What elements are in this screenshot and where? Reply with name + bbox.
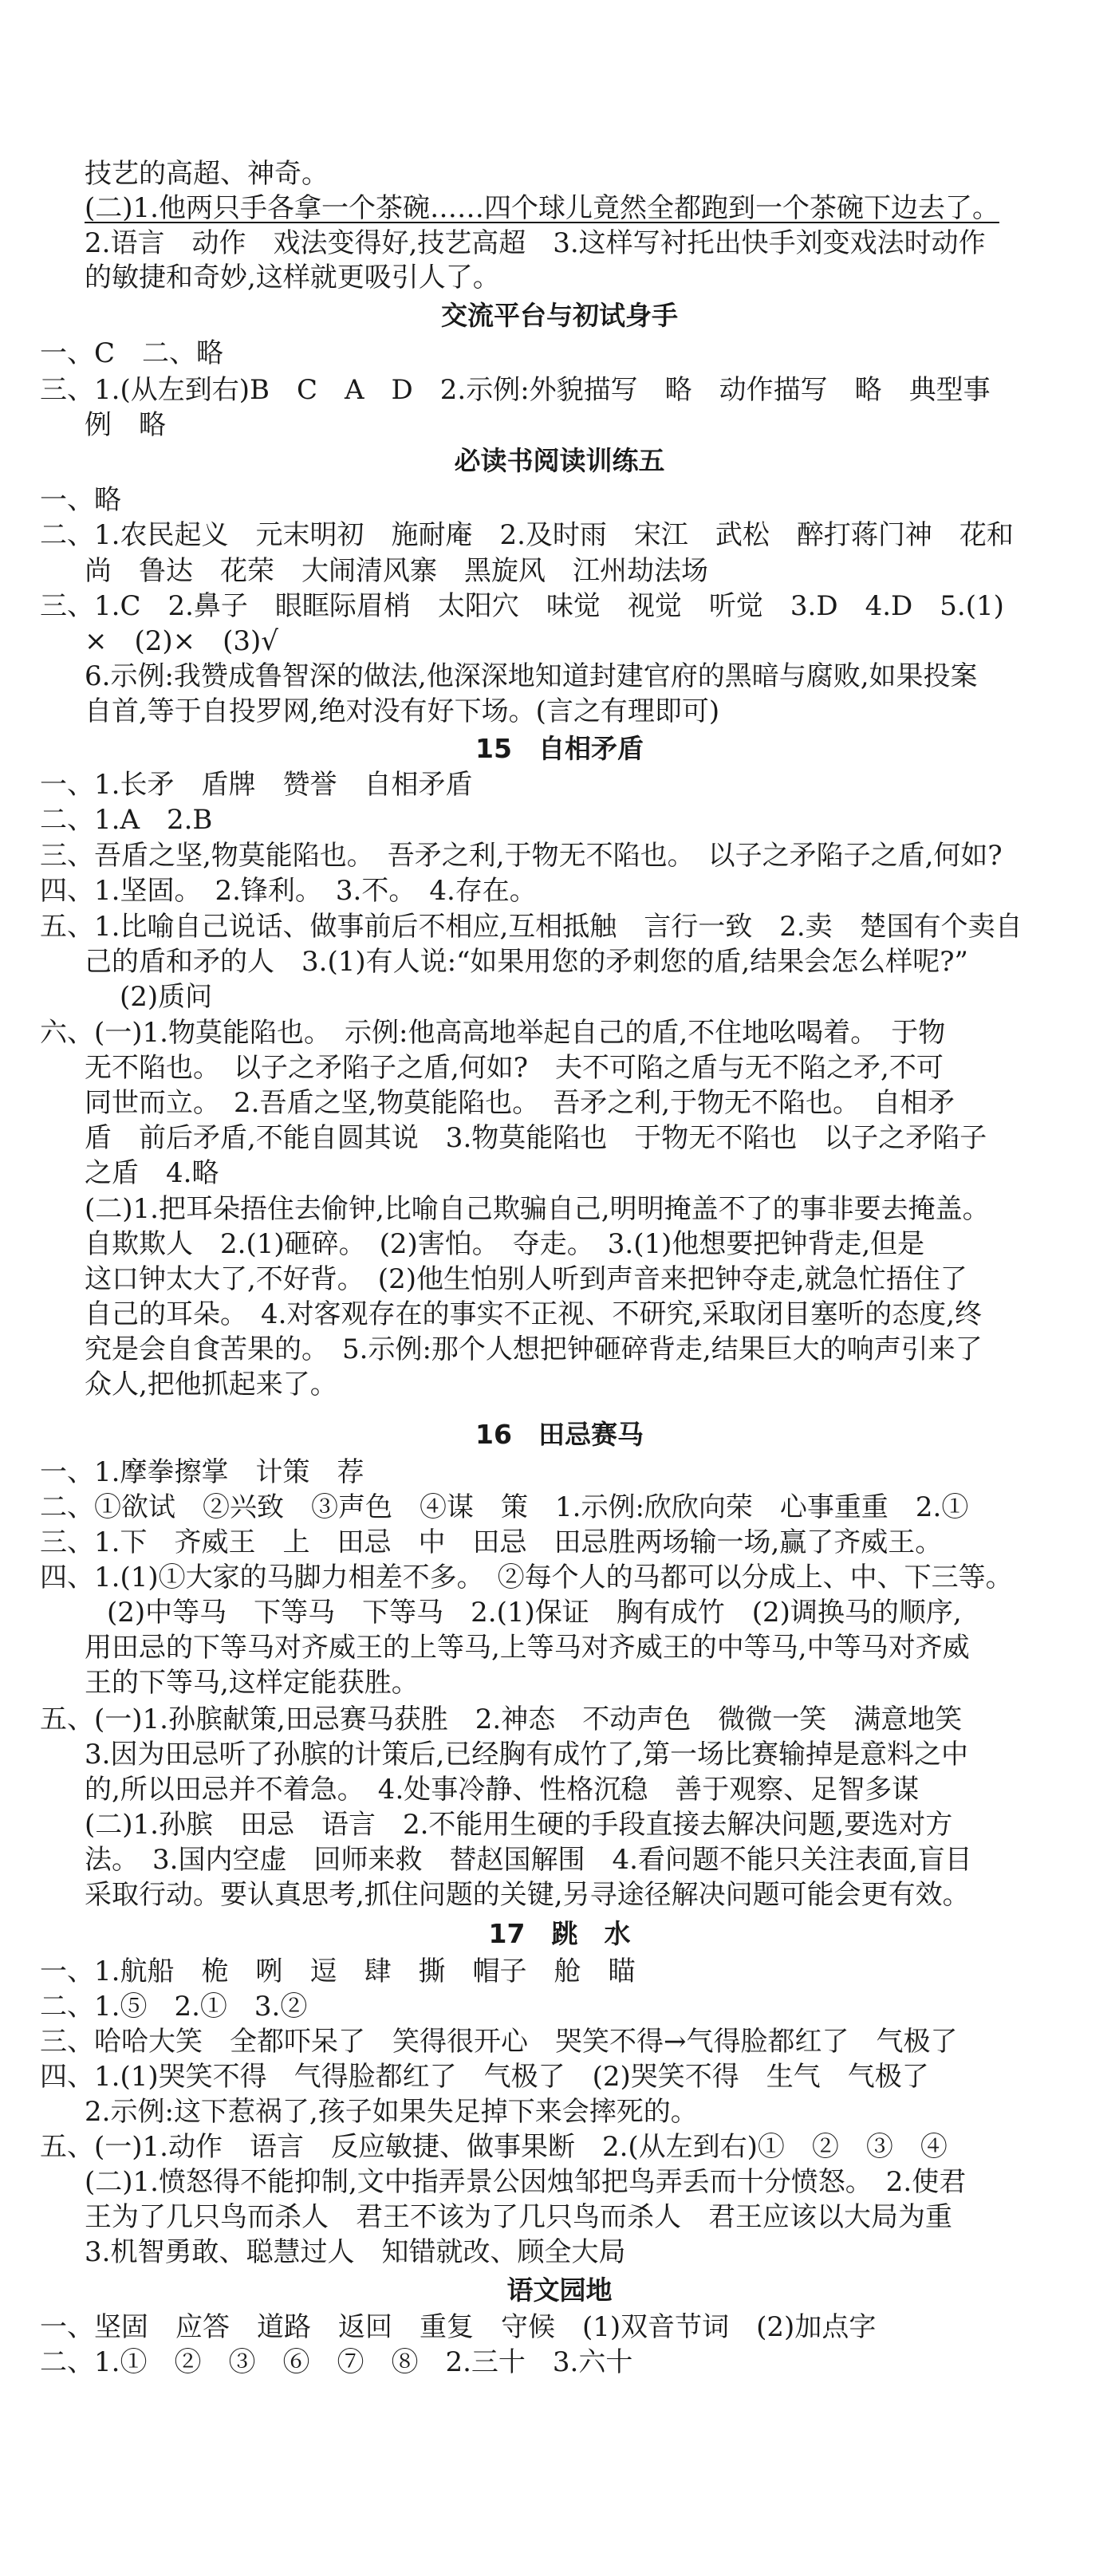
text-line: 五、1.比喻自己说话、做事前后不相应,互相抵触 言行一致 2.卖 楚国有个卖自	[40, 911, 1022, 943]
text-line: 一、1.长矛 盾牌 赞誉 自相矛盾	[40, 769, 473, 801]
text-line: 三、哈哈大笑 全都吓呆了 笑得很开心 哭笑不得→气得脸都红了 气极了	[40, 2026, 958, 2058]
text-line: (二)1.把耳朵捂住去偷钟,比喻自己欺骗自己,明明掩盖不了的事非要去掩盖。	[85, 1193, 990, 1225]
text-line: 二、1.农民起义 元末明初 施耐庵 2.及时雨 宋江 武松 醉打蒋门神 花和	[40, 519, 1014, 551]
text-line: (二)1.愤怒得不能抑制,文中指弄景公因烛邹把鸟弄丢而十分愤怒。 2.使君	[85, 2166, 967, 2198]
section-heading: 交流平台与初试身手	[441, 300, 678, 331]
text-line: 采取行动。要认真思考,抓住问题的关键,另寻途径解决问题可能会更有效。	[85, 1879, 970, 1911]
text-line: 自欺欺人 2.(1)砸碎。 (2)害怕。 夺走。 3.(1)他想要把钟背走,但是	[85, 1228, 925, 1260]
text-line: 一、C 二、略	[40, 337, 224, 369]
text-line: 二、1.⑤ 2.① 3.②	[40, 1991, 308, 2023]
text-line: 自己的耳朵。 4.对客观存在的事实不正视、不研究,采取闭目塞听的态度,终	[85, 1298, 983, 1330]
text-line: 王的下等马,这样定能获胜。	[85, 1667, 419, 1699]
text-line: 二、1.A 2.B	[40, 804, 213, 836]
section-heading: 语文园地	[506, 2275, 613, 2306]
text-line: 究是会自食苦果的。 5.示例:那个人想把钟砸碎背走,结果巨大的响声引来了	[85, 1333, 983, 1365]
section-heading: 16 田忌赛马	[475, 1419, 644, 1450]
text-line: 6.示例:我赞成鲁智深的做法,他深深地知道封建官府的黑暗与腐败,如果投案	[85, 660, 978, 692]
text-line: 二、①欲试 ②兴致 ③声色 ④谋 策 1.示例:欣欣向荣 心事重重 2.①	[40, 1491, 969, 1523]
text-line: 二、1.① ② ③ ⑥ ⑦ ⑧ 2.三十 3.六十	[40, 2346, 633, 2378]
text-line: 王为了几只鸟而杀人 君王不该为了几只鸟而杀人 君王应该以大局为重	[85, 2201, 952, 2233]
text-line: 四、1.坚固。 2.锋利。 3.不。 4.存在。	[40, 875, 537, 907]
text-line: 2.示例:这下惹祸了,孩子如果失足掉下来会摔死的。	[85, 2096, 698, 2128]
section-heading: 必读书阅读训练五	[454, 445, 665, 476]
text-line: 的,所以田忌并不着急。 4.处事冷静、性格沉稳 善于观察、足智多谋	[85, 1774, 920, 1806]
text-line: 盾 前后矛盾,不能自圆其说 3.物莫能陷也 于物无不陷也 以子之矛陷子	[85, 1122, 987, 1154]
text-line: 用田忌的下等马对齐威王的上等马,上等马对齐威王的中等马,中等马对齐威	[85, 1632, 970, 1664]
text-line: 自首,等于自投罗网,绝对没有好下场。(言之有理即可)	[85, 695, 720, 727]
text-line: 四、1.(1)①大家的马脚力相差不多。 ②每个人的马都可以分成上、中、下三等。	[40, 1562, 1013, 1593]
text-line: 五、(一)1.孙膑献策,田忌赛马获胜 2.神态 不动声色 微微一笑 满意地笑	[40, 1704, 963, 1735]
section-heading: 15 自相矛盾	[475, 733, 644, 764]
text-line: 三、1.下 齐威王 上 田忌 中 田忌 田忌胜两场输一场,赢了齐威王。	[40, 1526, 943, 1558]
text-line: 3.机智勇敢、聪慧过人 知错就改、顾全大局	[85, 2236, 626, 2268]
text-line: 法。 3.国内空虚 回师来救 替赵国解围 4.看问题不能只关注表面,盲目	[85, 1844, 972, 1876]
text-line: 一、1.摩拳擦掌 计策 荐	[40, 1456, 364, 1488]
text-line: 技艺的高超、神奇。	[85, 158, 329, 190]
text-line: 无不陷也。 以子之矛陷子之盾,何如? 夫不可陷之盾与无不陷之矛,不可	[85, 1052, 944, 1084]
text-line: 一、坚固 应答 道路 返回 重复 守候 (1)双音节词 (2)加点字	[40, 2311, 877, 2343]
text-line: 众人,把他抓起来了。	[85, 1369, 337, 1400]
text-line: 之盾 4.略	[85, 1157, 219, 1189]
text-line: 尚 鲁达 花荣 大闹清风寨 黑旋风 江州劫法场	[85, 555, 708, 587]
text-line: 例 略	[85, 409, 166, 441]
text-line: (二)1.他两只手各拿一个茶碗……四个球儿竟然全都跑到一个茶碗下边去了。	[85, 192, 999, 224]
text-line: 五、(一)1.动作 语言 反应敏捷、做事果断 2.(从左到右)① ② ③ ④	[40, 2131, 948, 2163]
text-line: 一、1.航船 桅 咧 逗 肆 撕 帽子 舱 瞄	[40, 1956, 636, 1987]
text-line: 四、1.(1)哭笑不得 气得脸都红了 气极了 (2)哭笑不得 生气 气极了	[40, 2061, 929, 2093]
text-line: 六、(一)1.物莫能陷也。 示例:他高高地举起自己的盾,不住地吆喝着。 于物	[40, 1017, 946, 1049]
text-line: 2.语言 动作 戏法变得好,技艺高超 3.这样写衬托出快手刘变戏法时动作	[85, 227, 986, 259]
text-line: 三、1.(从左到右)B C A D 2.示例:外貌描写 略 动作描写 略 典型事	[40, 374, 991, 406]
text-line: 己的盾和矛的人 3.(1)有人说:“如果用您的矛刺您的盾,结果会怎么样呢?”	[85, 946, 968, 978]
text-line: 三、1.C 2.鼻子 眼眶际眉梢 太阳穴 味觉 视觉 听觉 3.D 4.D 5.(1)	[40, 590, 1004, 622]
text-line: 3.因为田忌听了孙膑的计策后,已经胸有成竹了,第一场比赛输掉是意料之中	[85, 1739, 969, 1771]
text-line: 一、略	[40, 484, 121, 516]
text-line: 同世而立。 2.吾盾之坚,物莫能陷也。 吾矛之利,于物无不陷也。 自相矛	[85, 1087, 955, 1119]
text-line: 的敏捷和奇妙,这样就更吸引人了。	[85, 262, 500, 293]
section-heading: 17 跳 水	[488, 1918, 631, 1949]
text-line: 这口钟太大了,不好背。 (2)他生怕别人听到声音来把钟夺走,就急忙捂住了	[85, 1263, 967, 1295]
text-line: 三、吾盾之坚,物莫能陷也。 吾矛之利,于物无不陷也。 以子之矛陷子之盾,何如?	[40, 840, 1003, 872]
text-line: × (2)× (3)√	[85, 625, 278, 657]
text-line: (2)中等马 下等马 下等马 2.(1)保证 胸有成竹 (2)调换马的顺序,	[107, 1597, 962, 1629]
text-line: (二)1.孙膑 田忌 语言 2.不能用生硬的手段直接去解决问题,要选对方	[85, 1809, 953, 1841]
text-line: (2)质问	[120, 981, 213, 1013]
